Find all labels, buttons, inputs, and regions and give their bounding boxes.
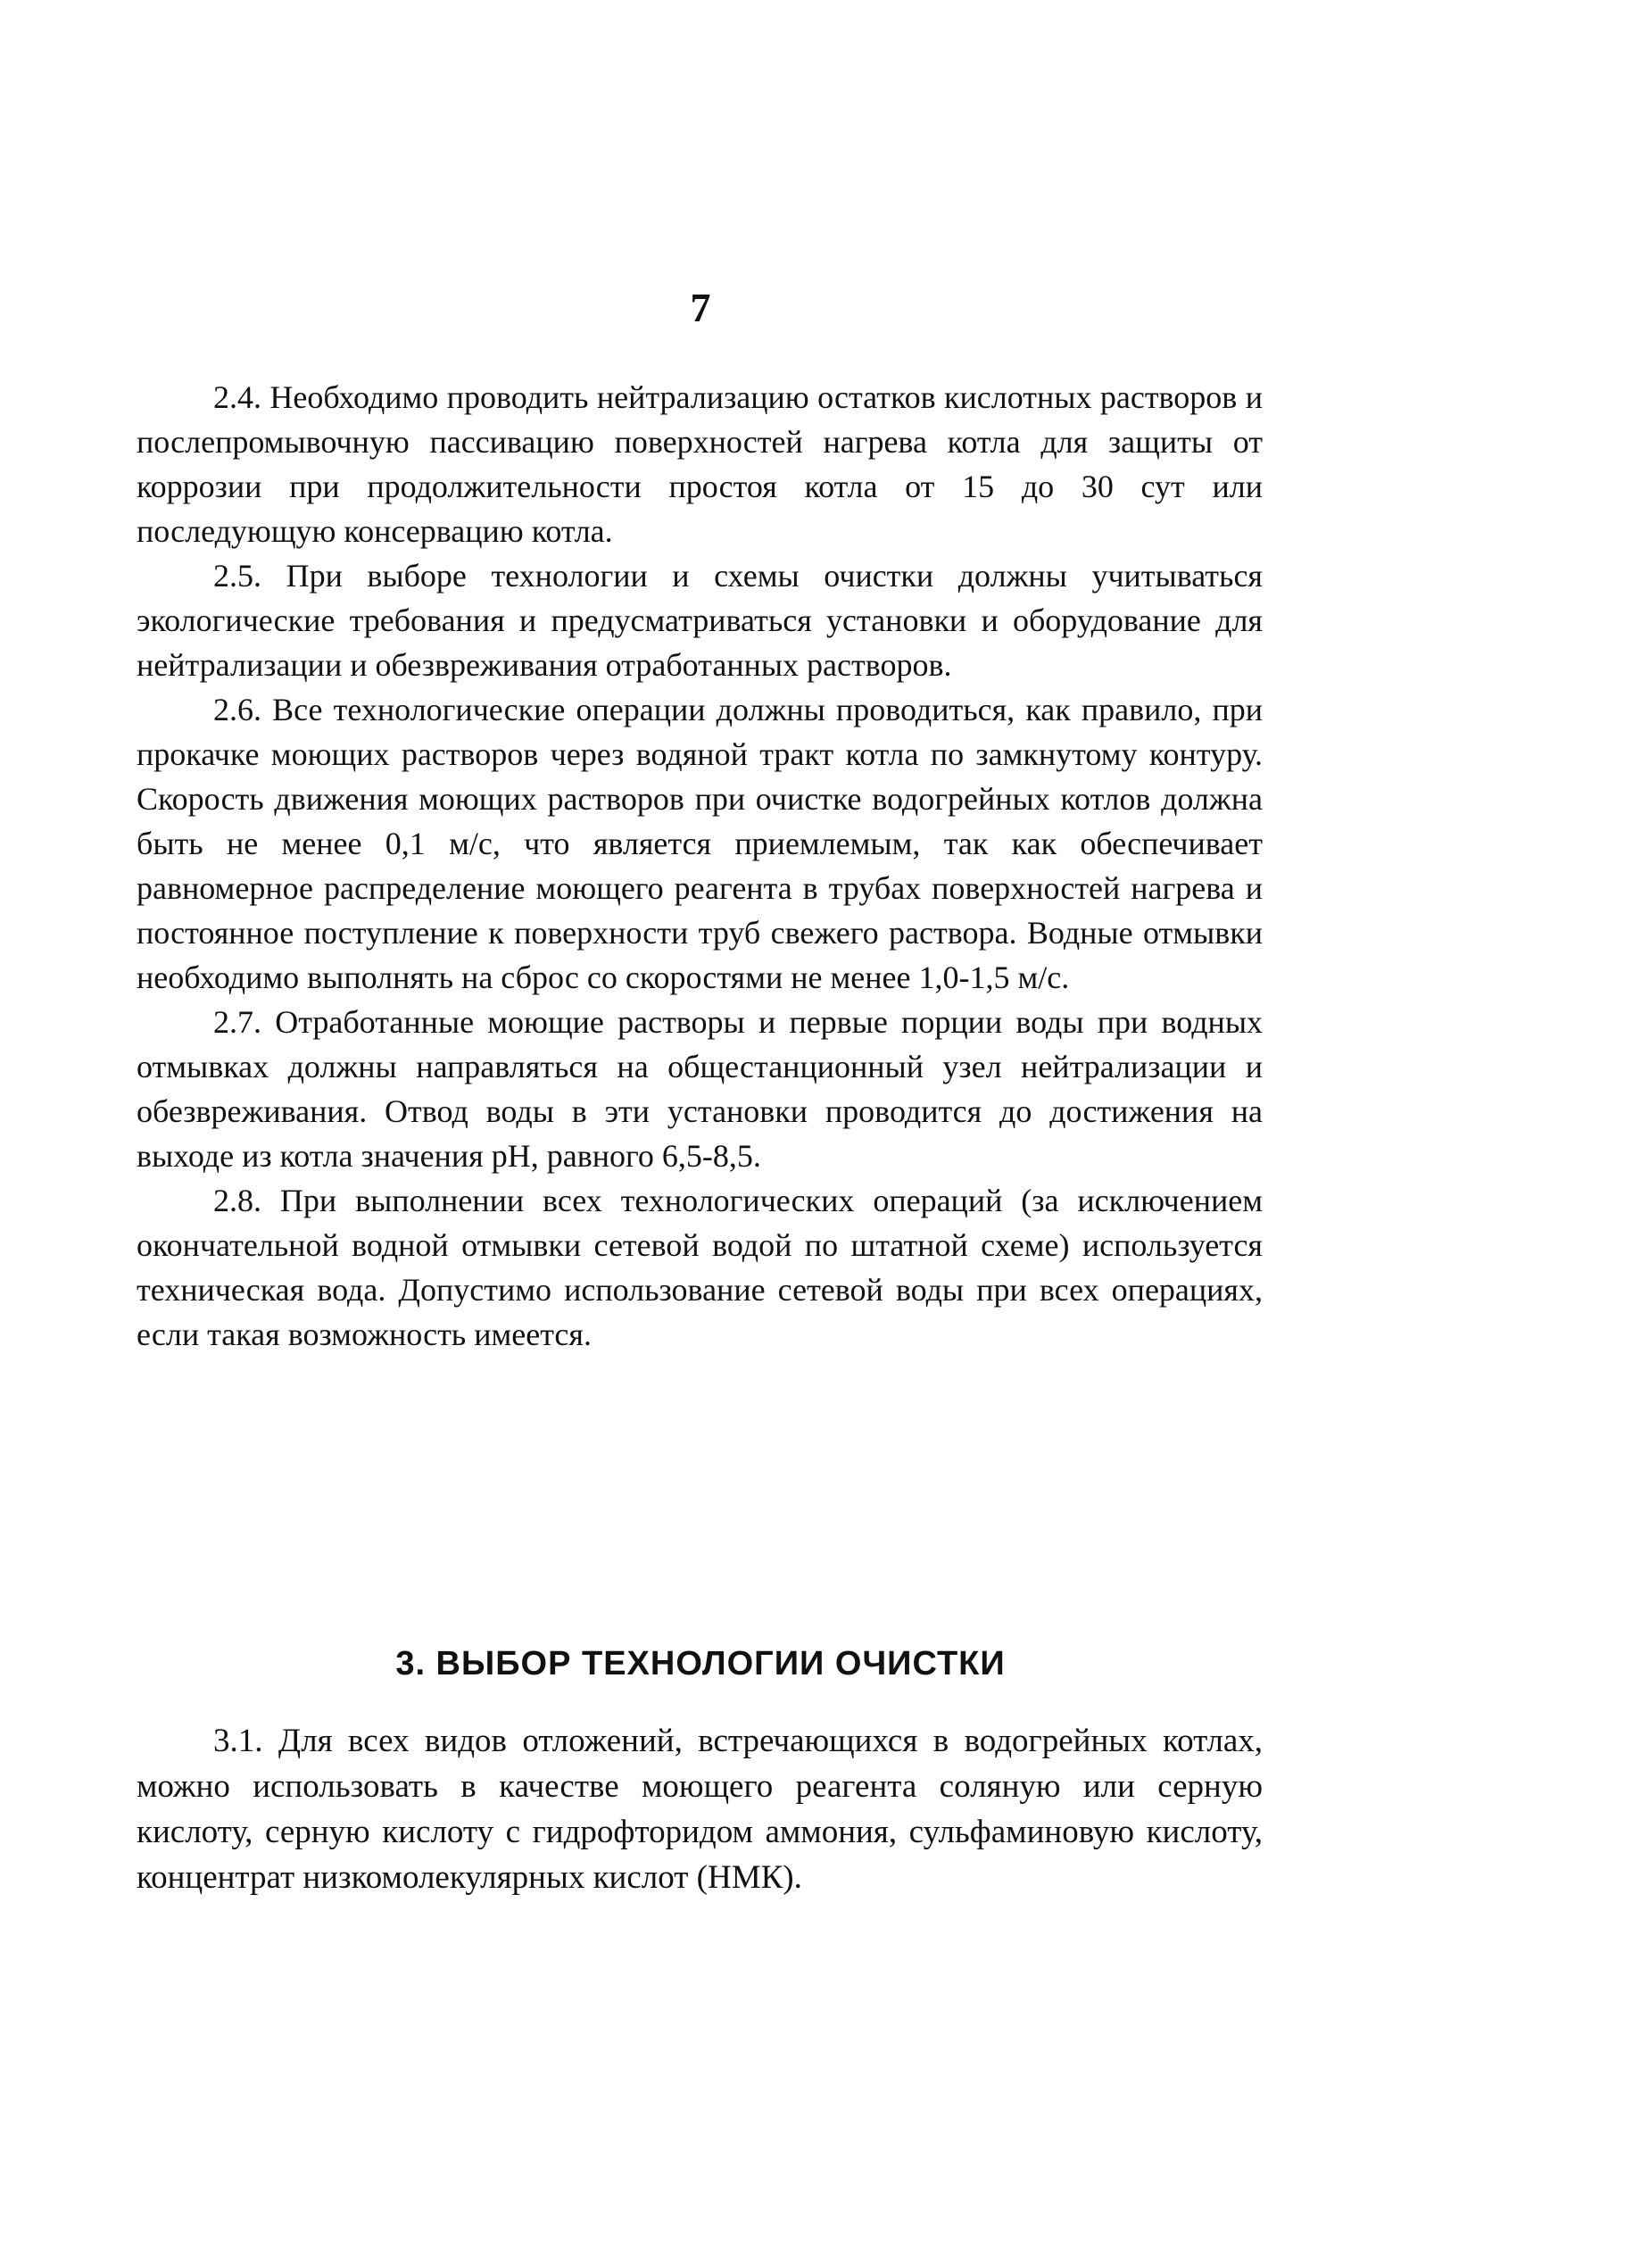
- paragraph-2-8: 2.8. При выполнении всех технологических операций (за исключением окончательной водной отмывки сетевой водой по штатной схеме) используется техническая вода. Допустимо использование сетевой воды при всех операциях, если такая возможность имеется.: [137, 1183, 1263, 1352]
- paragraph-2-6: 2.6. Все технологические операции должны проводиться, как правило, при прокачке моющих растворов через водяной тракт котла по замкнутому контуру. Скорость движения моющих растворов при очистке водогрейных котлов должна быть не менее 0,1 м/с, что является приемлемым, так как обеспечивает равномерное распределение моющего реагента в трубах поверхностей нагрева и постоянное поступление к поверхности труб свежего раствора. Водные отмывки необходимо выполнять на сброс со скоростями не менее 1,0-1,5 м/с.: [137, 692, 1263, 995]
- paragraph-2-7: 2.7. Отработанные моющие растворы и первые порции воды при водных отмывках должны направляться на общестанционный узел нейтрализации и обезвреживания. Отвод воды в эти установки проводится до достижения на выходе из котла значения pH, равного 6,5-8,5.: [137, 1004, 1263, 1174]
- section-heading: 3. ВЫБОР ТЕХНОЛОГИИ ОЧИСТКИ: [395, 1645, 1006, 1682]
- paragraph-2-5: 2.5. При выборе технологии и схемы очистки должны учитываться экологические требования и предусматриваться установки и оборудование для нейтрализации и обезвреживания отработанных растворов.: [137, 558, 1263, 683]
- page-number: 7: [690, 285, 711, 330]
- body-text: [137, 375, 1263, 1357]
- paragraph-2-4: 2.4. Необходимо проводить нейтрализацию остатков кислотных растворов и послепромывочную пассивацию поверхностей нагрева котла для защиты от коррозии при продолжительности простоя котла от 15 до 30 сут или последующую консервацию котла.: [137, 379, 1263, 549]
- section-body-text: [137, 1718, 1263, 1900]
- paragraph-3-1: 3.1. Для всех видов отложений, встречающихся в водогрейных котлах, можно использовать в качестве моющего реагента соляную или серную кислоту, серную кислоту с гидрофторидом аммония, сульфаминовую кислоту, концентрат низкомолекулярных кислот (НМК).: [137, 1723, 1263, 1896]
